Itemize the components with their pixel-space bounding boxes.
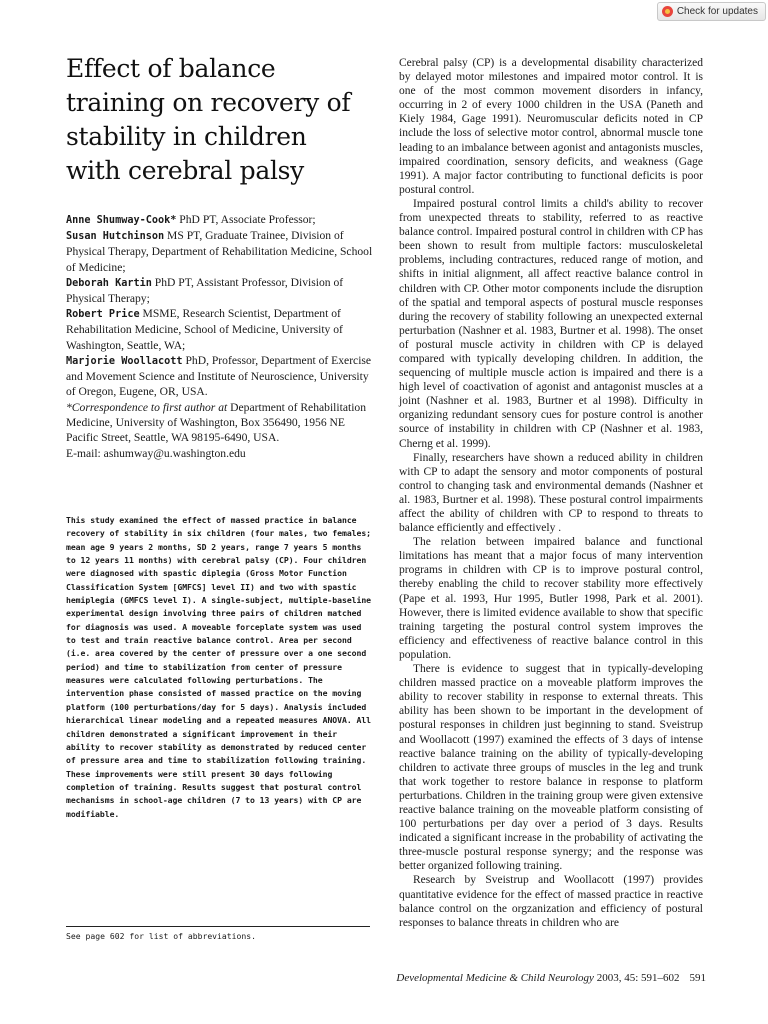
journal-footer [396, 971, 706, 985]
body-paragraph: Impaired postural control limits a child's ability to recover from unexpected threats to stability, referred to as reactive balance control. Impaired postural control in children with CP has been shown to result from multiple factors: musculoskeletal problems, including contractures, reduced range of motion, and shifts in initial alignment, all affect reactive balance control in children with CP. Other motor components include the disruption of the spatial and temporal aspects of postural muscle responses during the recovery of stability following an unexpected external perturbation (Nashner et al. 1983, Burtner et al. 1998). The onset of postural muscle activity in children with CP is delayed compared with typically developing children. In addition, the sequencing of multiple muscle action is impaired and there is a high level of coactivation of agonist and antagonist muscles at a joint (Nashner et al. 1983, Burtner et al 1998). Difficulty in organizing redundant sensory cues for posture control is another source of instability in children with CP (Nashner et al. 1983, Cherng et al. 1999). [399, 197, 703, 450]
author-details: PhD PT, Associate Professor; [176, 213, 316, 226]
correspondence-block [66, 400, 378, 461]
body-text-column [399, 56, 703, 930]
page-number: 591 [689, 972, 706, 984]
correspondence-email: E-mail: ashumway@u.washington.edu [66, 446, 246, 460]
journal-name: Developmental Medicine & Child Neurology [396, 972, 594, 984]
abstract: This study examined the effect of massed practice in balance recovery of stability in six children (four males, two females; mean age 9 years 2 months, SD 2 years, range 7 years 5 months to 12 years 11 months) with cerebral palsy (CP). Four children were diagnosed with spastic diplegia (Gross Motor Function Classification System [GMFCS] level II) and two with spastic hemiplegia (GMFCS level I). A single-subject, multiple-baseline experimental design involving three pairs of children matched for diagnosis was used. A moveable forceplate system was used to test and train reactive balance control. Area per second (i.e. area covered by the center of pressure over a one second period) and time to stabilization from center of pressure measures were calculated following perturbations. The intervention phase consisted of massed practice on the moving platform (100 perturbations/day for 5 days). Analysis included hierarchical linear modeling and a repeated measures ANOVA. All children demonstrated a significant improvement in their ability to recover stability as demonstrated by reduced center of pressure area and time to stabilization following training. These improvements were still present 30 days following completion of training. Results suggest that postural control mechanisms in school-age children (7 to 13 years) with CP are modifiable. [66, 515, 372, 819]
author-details: MS PT, Graduate Trainee, Division of Physical Therapy, Department of Rehabilitation Medicine, School of Medicine; [66, 229, 373, 274]
author-list [66, 212, 376, 399]
journal-citation: 2003, 45: 591–602 [593, 972, 680, 984]
author-details: PhD, Professor, Department of Exercise and Movement Science and Institute of Neuroscience, University of Oregon, Eugene, OR, USA. [66, 353, 372, 399]
crossmark-icon [662, 6, 673, 17]
author-entry [66, 228, 376, 275]
author-entry [66, 306, 376, 353]
check-for-updates-label: Check for updates [676, 6, 758, 17]
body-paragraph: There is evidence to suggest that in typically-developing children massed practice on a moveable platform improves the ability to recover stability in response to external threats. This ability has been shown to be important in the development of postural responses in children just beginning to stand. Sveistrup and Woollacott (1997) examined the effects of 3 days of intense reactive balance training on the ability of typically-developing children to activate three groups of muscles in the leg and trunk that work together to restore balance in response to platform perturbations. Children in the training group were given extensive reactive balance training on the moveable platform consisting of 100 perturbations per day over a period of 3 days. Results indicated a significant increase in the probability of activating the three-muscle postural response synergy; and the response was better organized following training. [399, 663, 703, 873]
body-paragraph: Research by Sveistrup and Woollacott (1997) provides quantitative evidence for the effect of massed practice in reactive balance control on the orgzanization and efficiency of postural responses to balance threats in children who are [399, 874, 703, 929]
author-entry [66, 275, 376, 306]
check-for-updates-button[interactable] [657, 2, 766, 21]
body-paragraph: Cerebral palsy (CP) is a developmental disability characterized by delayed motor milestones and impaired motor control. It is one of the most common movement disorders in infancy, occurring in 2 of every 1000 children in the USA (Paneth and Kiely 1984, Gage 1991). Neuromuscular deficits noted in CP include the loss of selective motor control, abnormal muscle tone leading to an imbalance between agonist and antagonists muscles, impaired coordination, sensory deficits, and weakness (Gage 1991). A major factor contributing to functional deficits is poor postural control. [399, 57, 703, 196]
author-entry [66, 212, 376, 228]
author-details: MSME, Research Scientist, Department of Rehabilitation Medicine, School of Medicine, University of Washington, Seattle, WA; [66, 307, 343, 352]
author-name: Anne Shumway-Cook* [66, 215, 177, 226]
author-entry [66, 353, 376, 400]
author-name: Robert Price [66, 309, 140, 321]
body-paragraph: Finally, researchers have shown a reduced ability in children with CP to adapt the sensory and motor components of postural control to changing task and environmental demands (Nashner et al. 1983, Burtner et al. 1998). These postural control impairments affect the ability of children with CP to respond to threats to balance efficiently and effectively . [399, 451, 703, 535]
author-name: Susan Hutchinson [66, 231, 165, 243]
correspondence-label: *Correspondence to first author at [66, 401, 228, 414]
body-paragraph: The relation between impaired balance and functional limitations has meant that a major focus of many intervention programs in children with CP is to improve postural control, thereby enabling the child to recover stability more effectively (Pape et al. 1993, Hur 1995, Butler 1998, Park et al. 2001). However, there is limited evidence available to show that specific training targeting the postural control system improves the efficiency and effectiveness of reactive balance control in this population. [399, 536, 703, 661]
abbreviations-footnote: See page 602 for list of abbreviations. [66, 931, 257, 941]
correspondence-address: Department of Rehabilitation Medicine, University of Washington, Box 356490, 1956 NE Pacific Street, Seattle, WA 98195-6490, USA. [66, 401, 367, 445]
author-details: PhD PT, Assistant Professor, Division of Physical Therapy; [66, 275, 344, 306]
article-title: Effect of balance training on recovery of stability in children with cerebral palsy [66, 54, 351, 185]
footnote-divider [66, 926, 370, 927]
author-name: Marjorie Woollacott [66, 355, 183, 367]
author-name: Deborah Kartin [66, 277, 152, 289]
